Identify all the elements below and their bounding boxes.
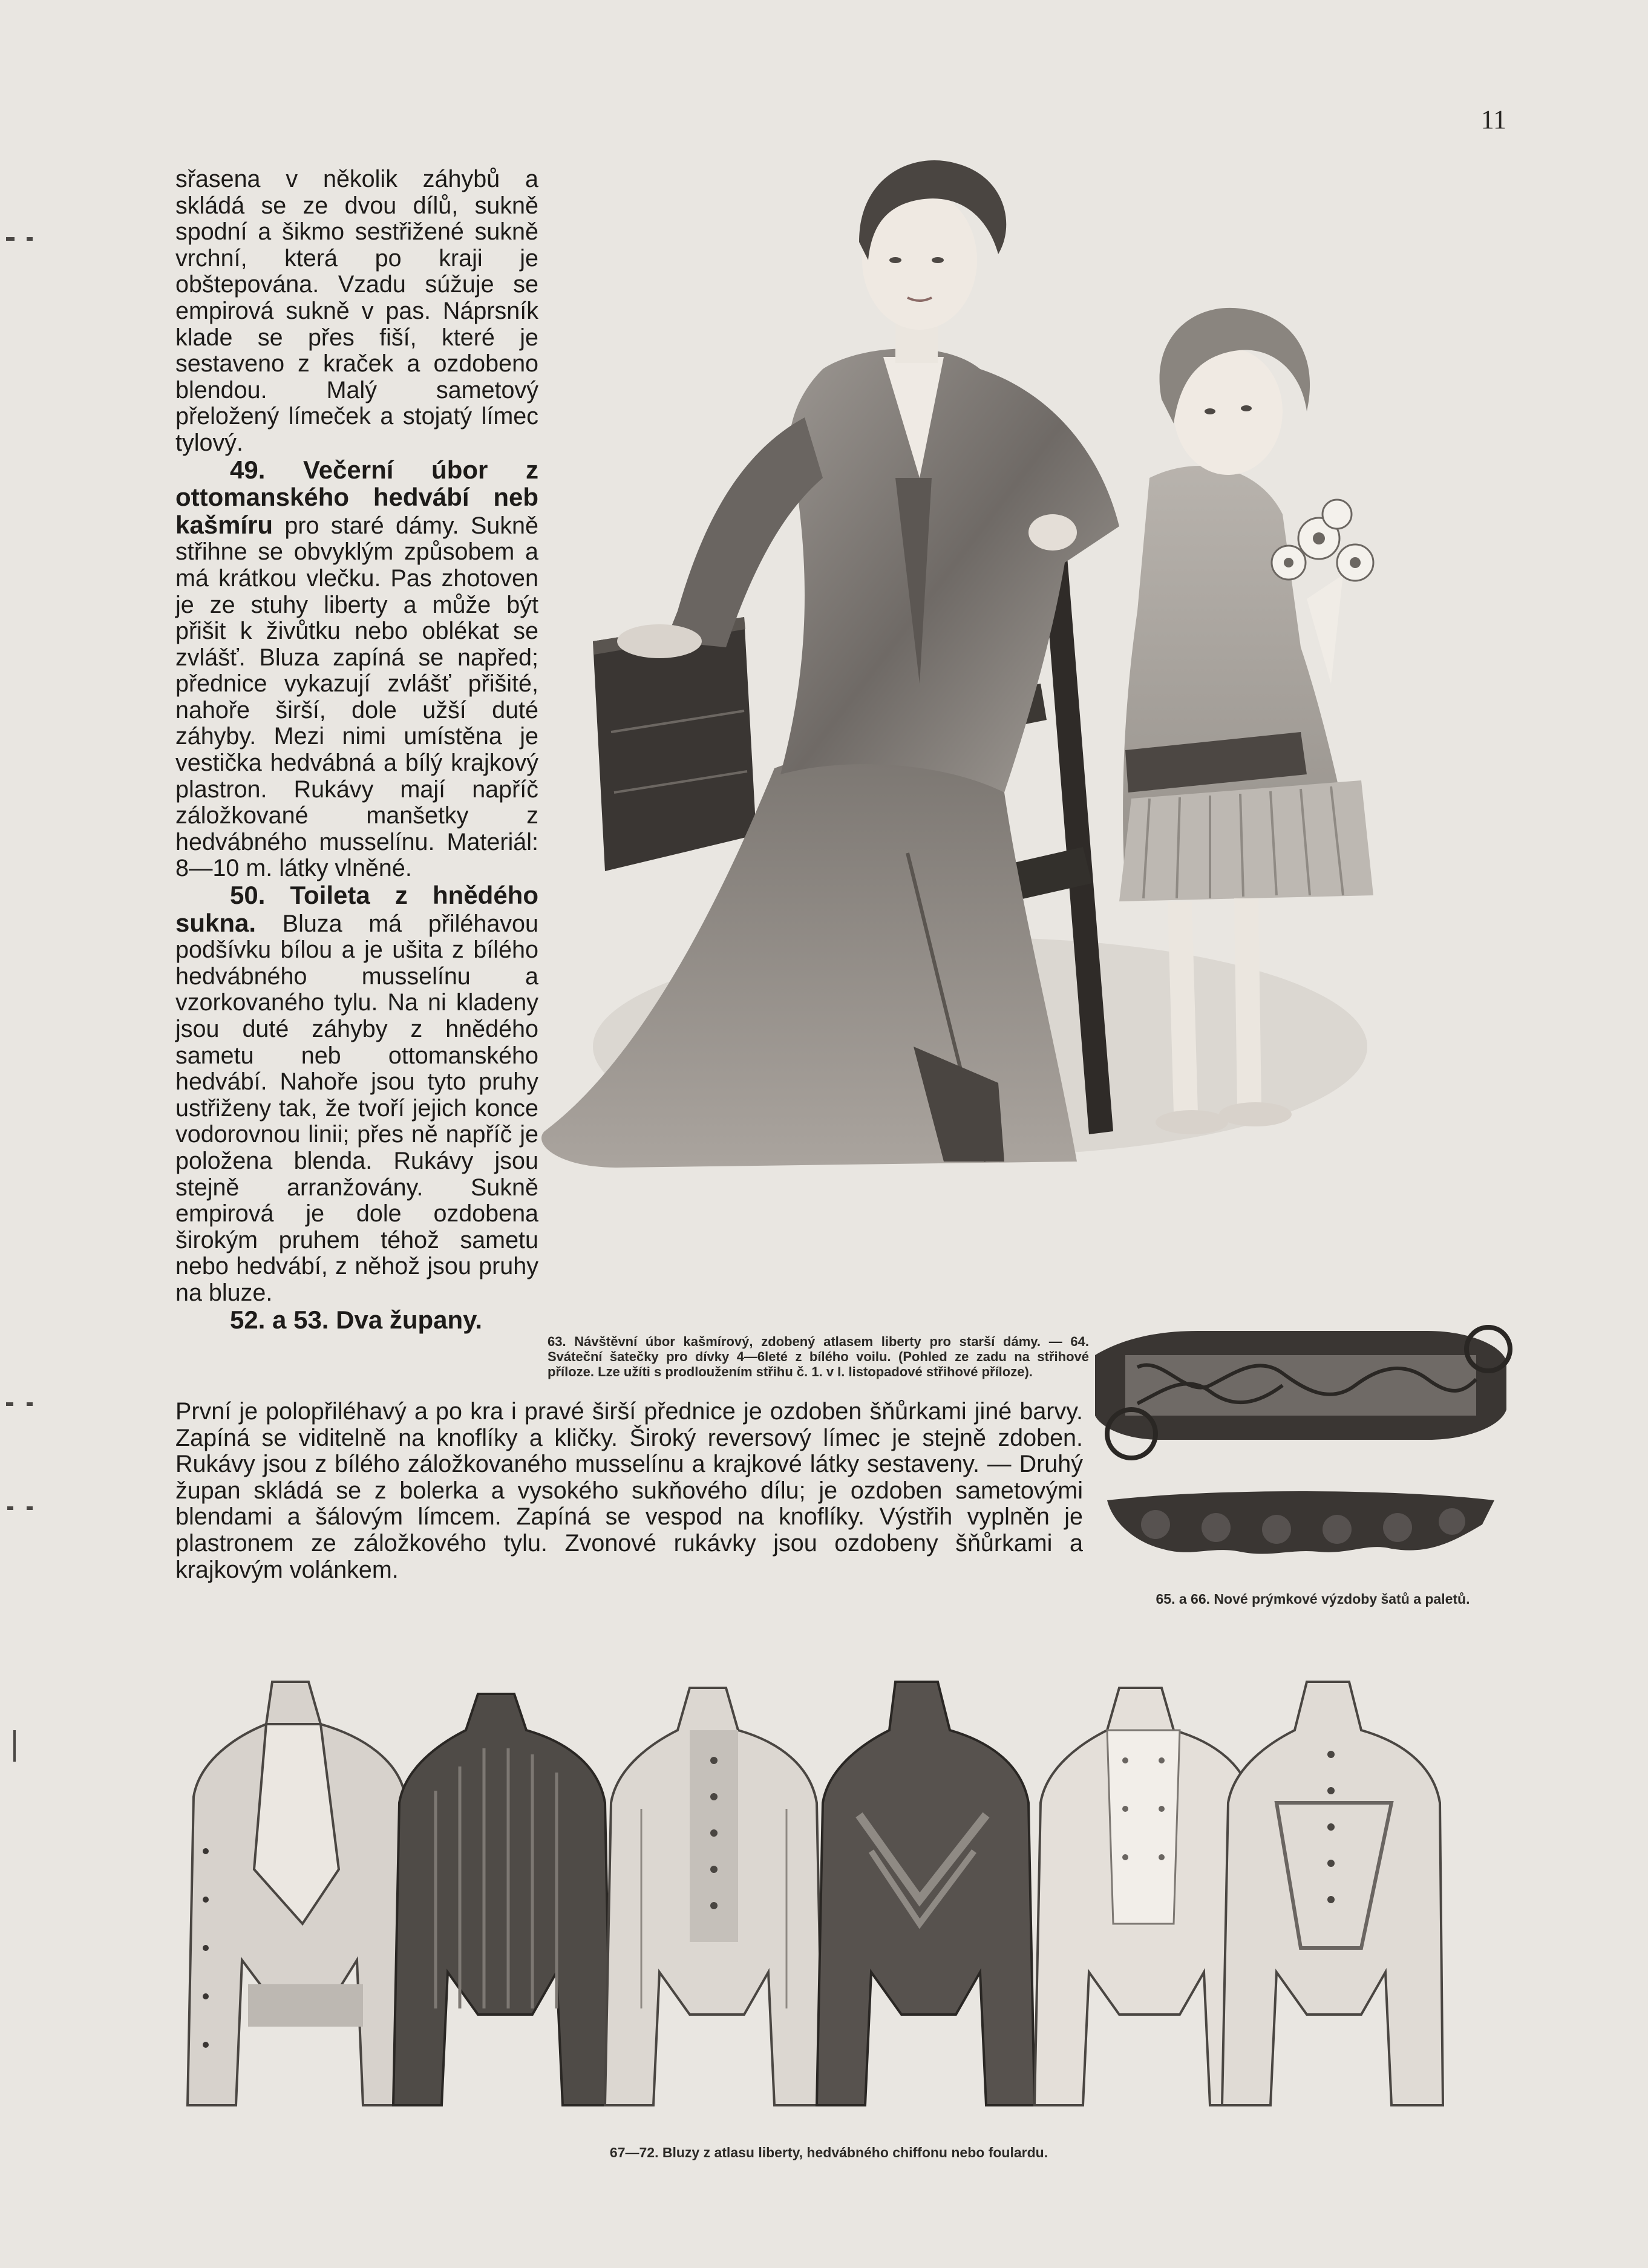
paragraph-item-49 bbox=[175, 457, 538, 883]
blouse-70 bbox=[817, 1682, 1035, 2105]
paragraph-intro: sřasena v několik záhybů a skládá se ze dvou dílů, sukně spodní a šikmo sestřižené sukně vrchní, která po kraji je obštepována. Vzadu súžuje se empirová sukně v pas. Náprsník klade se přes fiší, které je sestaveno z kraček a ozdobeno blendou. Malý sametový přeložený límeček a stojatý límec tylový. bbox=[175, 166, 538, 456]
item-52-heading: 52. a 53. Dva župany. bbox=[230, 1305, 483, 1334]
paragraph-item-52 bbox=[175, 1307, 538, 1335]
paragraph-item-50 bbox=[175, 882, 538, 1307]
illustration-woman-and-girl bbox=[520, 139, 1391, 1198]
item-52-body: První je polopřiléhavý a po kra i pravé širší přednice je ozdoben šňůrkami jiné barvy. Zapíná se viditelně na knoflíky a kličky. Široký reversový límec je stejně zdoben. Rukávy jsou z bílého záložkovaného musselínu a krajkové látky sestaveny. — Druhý župan skládá se z bolerka a vysokého sukňového dílu; je ozdoben sametovými blendami a šálovým límcem. Zapíná se vespod na knoflíky. Výstřih vyplněn je plastronem ze záložkového tylu. Zvonové rukávky jsou ozdobeny šňůrkami a krajkovým volánkem. bbox=[175, 1398, 1083, 1583]
article-text-wide bbox=[175, 1399, 1083, 1583]
woman-arm bbox=[665, 417, 823, 647]
item-50-heading: 50. Toileta z hnědého sukna. bbox=[175, 881, 538, 937]
scan-edge-mark bbox=[6, 1402, 13, 1406]
article-text-column bbox=[175, 166, 538, 1334]
page-number: 11 bbox=[1480, 105, 1506, 134]
caption-figures-65-66: 65. a 66. Nové prýmkové výzdoby šatů a paletů. bbox=[1156, 1591, 1470, 1607]
item-49-heading: 49. Večerní úbor z ottomanského hedvábí neb kašmíru bbox=[175, 455, 538, 539]
blouse-69 bbox=[605, 1688, 823, 2105]
trim-66 bbox=[1107, 1491, 1494, 1554]
blouse-68 bbox=[393, 1694, 611, 2105]
blouse-67 bbox=[188, 1682, 411, 2105]
illustration-blouses-67-72 bbox=[181, 1670, 1446, 2117]
scan-edge-mark bbox=[6, 237, 15, 241]
trim-65 bbox=[1095, 1327, 1510, 1458]
illustration-trims-65-66 bbox=[1089, 1319, 1512, 1561]
scan-edge-mark bbox=[7, 1506, 13, 1510]
scan-edge-mark bbox=[27, 1506, 33, 1510]
item-50-body: Bluza má přiléhavou podšívku bílou a je ušita z bílého hedvábného musselínu a vzorkovaného tylu. Na ni kladeny jsou duté záhyby z hnědého sametu neb ottomanského hedvábí. Nahoře jsou tyto pruhy ustřiženy tak, že tvoří jejich konce vodorovnou linii; přes ně napříč je položena blenda. Rukávy jsou stejně arranžovány. Sukně empirová je dole ozdobena širokým pruhem téhož sametu nebo hedvábí, z něhož jsou pruhy na bluze. bbox=[175, 910, 538, 1306]
blouse-72 bbox=[1222, 1682, 1443, 2105]
scan-edge-mark bbox=[27, 237, 33, 241]
scan-edge-mark bbox=[13, 1730, 16, 1762]
caption-figures-67-72: 67—72. Bluzy z atlasu liberty, hedvábného chiffonu nebo foulardu. bbox=[609, 2145, 1048, 2160]
caption-figures-63-64: 63. Návštěvní úbor kašmírový, zdobený atlasem liberty pro starší dámy. — 64. Sváteční šatečky pro dívky 4—6leté z bílého voilu. (Pohled ze zadu na střihové příloze. Lze užíti s prodloužením střihu č. 1. v I. listopadové střihové příloze). bbox=[548, 1334, 1089, 1379]
scan-edge-mark bbox=[27, 1402, 33, 1406]
item-49-body: pro staré dámy. Sukně střihne se obvyklým způsobem a má krátkou vlečku. Pas zhotoven je ze stuhy liberty a může být přišit k živůtku nebo oblékat se zvlášť. Bluza zapíná se napřed; přednice vykazují zvlášť přišité, nahoře širší, dole užší duté záhyby. Mezi nimi umístěna je vestička hedvábná a bílý krajkový plastron. Rukávy mají napříč záložkované manšetky z hedvábného musselínu. Materiál: 8—10 m. látky vlněné. bbox=[175, 512, 538, 882]
